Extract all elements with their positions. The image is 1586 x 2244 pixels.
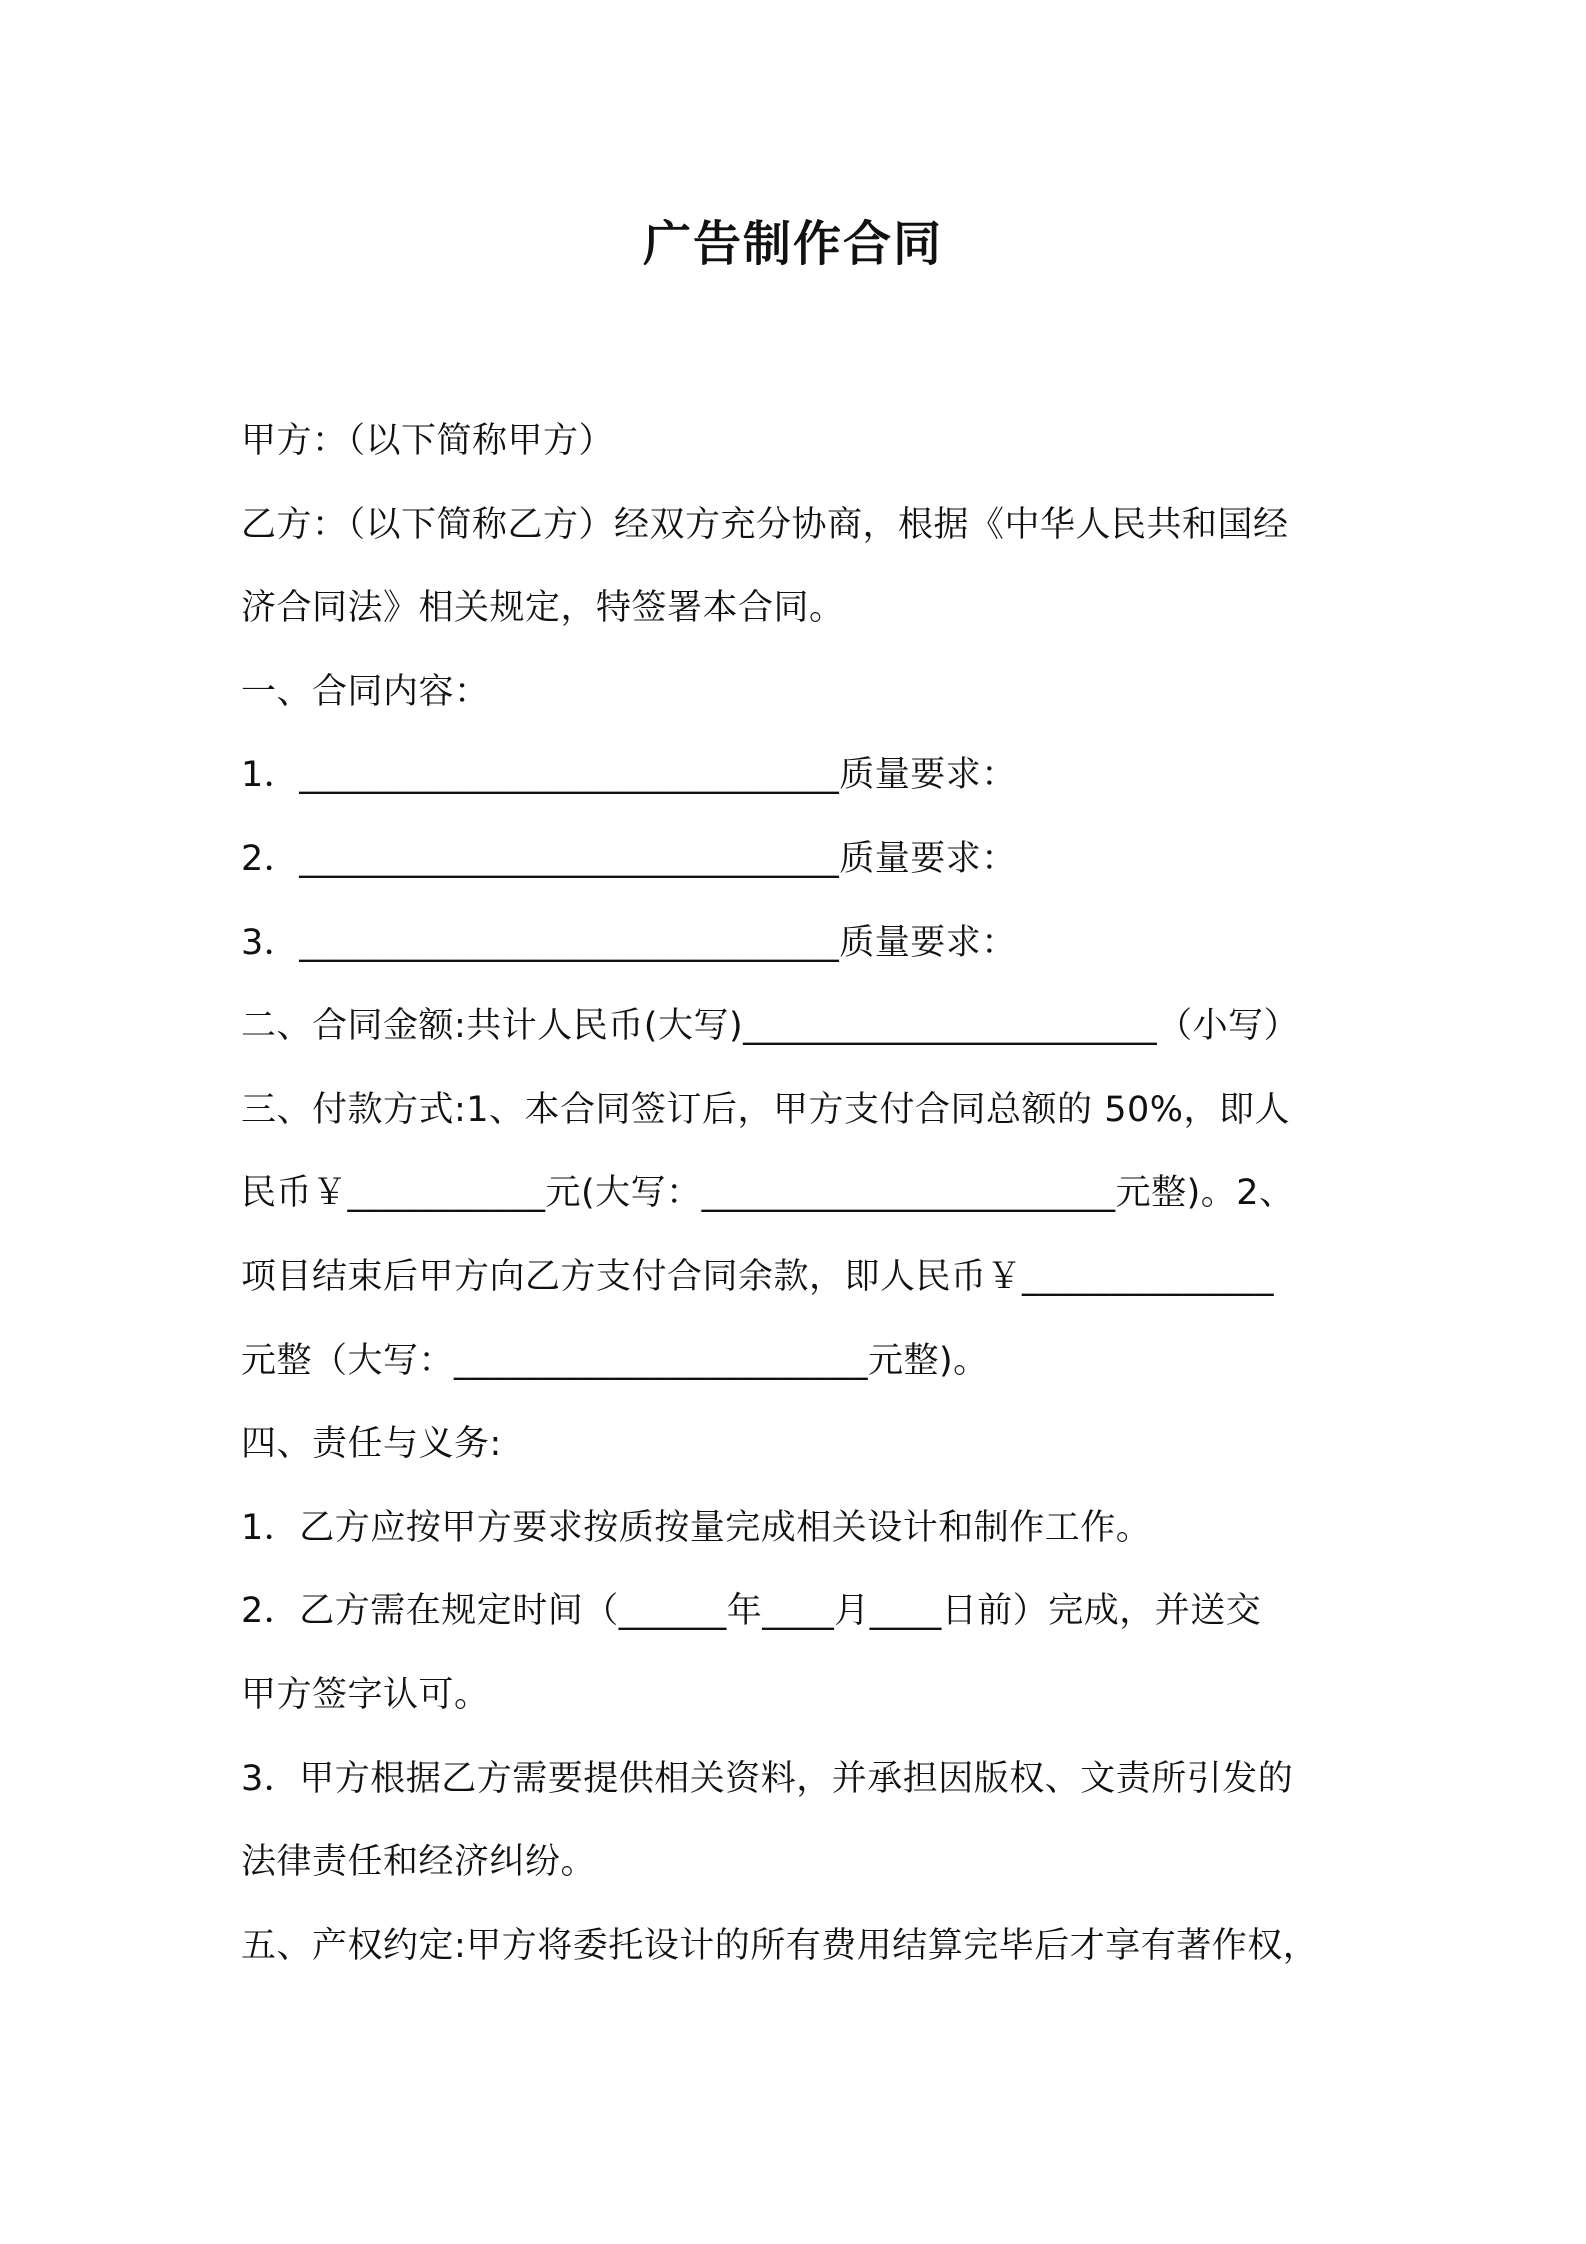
duty-item-1: 1．乙方应按甲方要求按质按量完成相关设计和制作工作。 <box>241 1507 1152 1548</box>
section-3-payment-cont-3: 元整（大写：_______________________元整)。 <box>241 1340 989 1381</box>
section-5-copyright: 五、产权约定:甲方将委托设计的所有费用结算完毕后才享有著作权， <box>241 1925 1319 1966</box>
document-title: 广告制作合同 <box>642 216 943 272</box>
section-4-heading: 四、责任与义务: <box>241 1424 502 1465</box>
content-item-1: 1．______________________________质量要求： <box>241 755 1017 796</box>
content-item-3: 3．______________________________质量要求： <box>241 922 1017 963</box>
duty-item-2-cont: 甲方签字认可。 <box>241 1674 490 1715</box>
section-3-payment: 三、付款方式:1、本合同签订后，甲方支付合同总额的 50%，即人 <box>241 1089 1290 1130</box>
section-2-amount: 二、合同金额:共计人民币(大写)_______________________（小写） <box>241 1006 1300 1047</box>
content-item-2: 2．______________________________质量要求： <box>241 838 1017 879</box>
party-b-line-cont: 济合同法》相关规定，特签署本合同。 <box>241 588 845 629</box>
party-a-line: 甲方：（以下简称甲方） <box>241 421 615 461</box>
section-3-payment-cont-1: 民币￥___________元(大写：_______________________元整)。2、 <box>241 1173 1295 1214</box>
section-3-payment-cont-2: 项目结束后甲方向乙方支付合同余款，即人民币￥______________ <box>241 1256 1275 1297</box>
document-body <box>241 400 1356 1988</box>
duty-item-3: 3．甲方根据乙方需要提供相关资料，并承担因版权、文责所引发的 <box>241 1758 1294 1799</box>
party-b-line: 乙方：（以下简称乙方）经双方充分协商，根据《中华人民共和国经 <box>241 504 1289 545</box>
duty-item-2: 2．乙方需在规定时间（______年____月____日前）完成，并送交 <box>241 1591 1262 1632</box>
section-1-heading: 一、合同内容： <box>241 671 490 712</box>
duty-item-3-cont: 法律责任和经济纠纷。 <box>241 1842 597 1883</box>
